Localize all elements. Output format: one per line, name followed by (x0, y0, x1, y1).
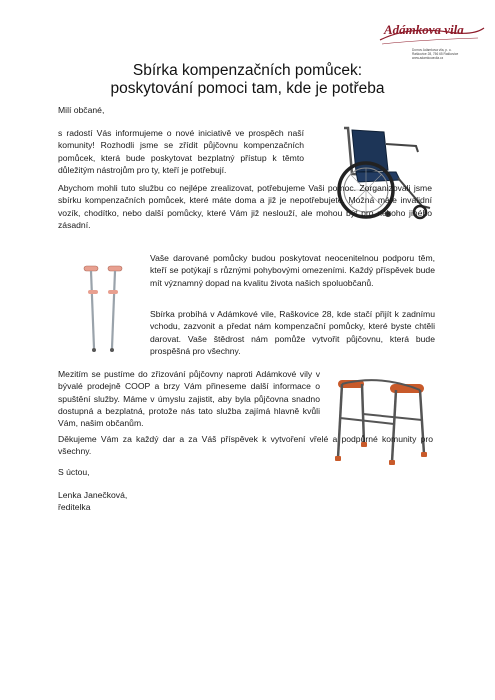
closing: S úctou, (58, 467, 90, 477)
paragraph-location: Sbírka probíhá v Adámkové vile, Raškovice 28, kde stačí přijít k zadnímu vchodu, zazvonit a předat nám kompenzační pomůcky, které byste chtěli darovat. Vaše štědrost nám pomůže vytvořit půjčovnu, která bude prospěšná pro všechny. (150, 309, 435, 356)
title-line-1: Sbírka kompenzačních pomůcek: (132, 62, 363, 79)
signature-name: Lenka Janečková, (58, 490, 128, 500)
title-line-2: poskytování pomoci tam, kde je potřeba (110, 80, 385, 97)
paragraph-impact: Vaše darované pomůcky budou poskytovat neocenitelnou podporu těm, kteří se potýkají s různými pohybovými omezeními. Každý příspěvek bude mít významný dopad na kvalitu života našich spoluobčanů. (150, 253, 435, 288)
paragraph-thanks: Děkujeme Vám za každý dar a za Váš příspěvek k vytvoření vřelé a podpůrné komunity pro všechny. (58, 434, 433, 457)
logo-line-2: Raškovice 28, 756 65 Raškovice (412, 52, 459, 56)
crutches-illustration (78, 262, 132, 354)
logo (378, 18, 486, 66)
greeting: Milí občané, (58, 105, 105, 115)
logo-line-3: www.adamkovavila.cz (412, 56, 444, 60)
page-title (0, 62, 495, 98)
paragraph-request: Abychom mohli tuto službu co nejlépe zrealizovat, potřebujeme Vaši pomoc. Zorganizovali jsme sbírku kompenzačních pomůcek, které máte doma a již je nepotřebujete. Možná máte invalidní vozík, chodítko, nebo další pomůcky, které Vám již neslouží, ale mohou být pro někoho jiného zásadní. (58, 183, 432, 230)
paragraph-intro: s radostí Vás informujeme o nové iniciativě ve prospěch naší komunity! Rozhodli jsme se zřídit půjčovnu kompenzačních pomůcek, která bude poskytovat bezplatný přístup k těmto důležitým nástrojům pro ty, kteří je potřebují. (58, 128, 304, 175)
paragraph-plans: Mezitím se pustíme do zřizování půjčovny naproti Adámkové vily v bývalé prodejně COOP a brzy Vám přineseme další informace o spuštění služby. Máme v úmyslu zajistit, aby byla půjčovna snadno dostupná a bezplatná, protože nás tato služba zajímá hlavně kvůli Vám, našim občanům. (58, 369, 320, 429)
signature-role: ředitelka (58, 502, 91, 512)
logo-text: Adámkova vila (384, 22, 464, 37)
logo-line-1: Domov Adámkova vila, p. o. (412, 48, 452, 52)
